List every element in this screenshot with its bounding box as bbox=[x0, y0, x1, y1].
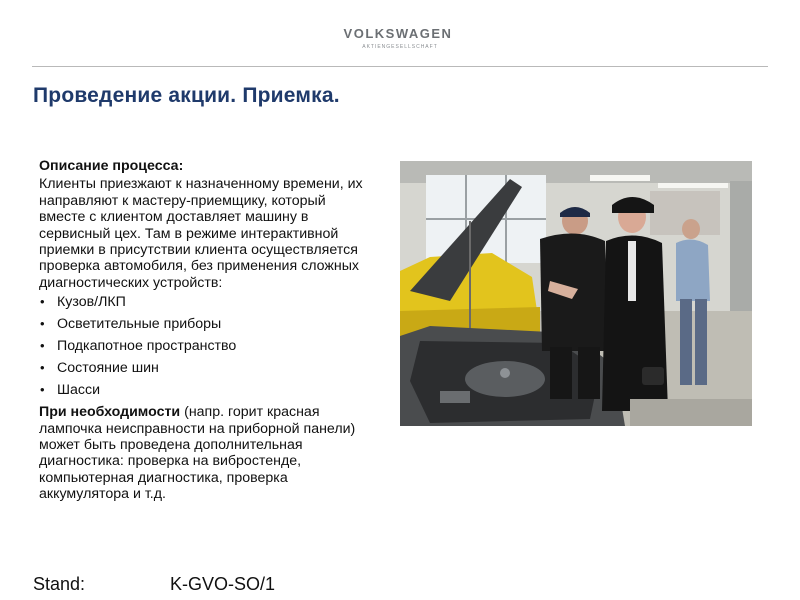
footer-code: K-GVO-SO/1 bbox=[170, 574, 276, 594]
inspection-item-body: • Кузов/ЛКП bbox=[39, 294, 367, 310]
inspection-item-chassis: • Шасси bbox=[39, 382, 367, 398]
note-text: (напр. горит красная лампочка неисправности на приборной панели) может быть проведена дополнительная диагностика: проверка на вибростенде, компьютерная диагностика, проверка аккумулятора и т.д. bbox=[39, 404, 356, 503]
footer-label: Stand: bbox=[33, 574, 86, 594]
note-lead: При необходимости bbox=[39, 404, 181, 421]
inspection-item-tires: • Состояние шин bbox=[39, 360, 367, 376]
brand-subtitle: AKTIENGESELLSCHAFT bbox=[362, 44, 438, 50]
description-intro: Клиенты приезжают к назначенному времени, их направляют к мастеру-приемщику, который вместе с клиентом доставляет машину в сервисный цех. Там в режиме интерактивной приемки в присутствии клиента осуществляется проверка автомобиля, без применения сложных диагностических устройств: bbox=[39, 176, 363, 291]
service-workshop-photo bbox=[400, 161, 752, 426]
inspection-item-lights: • Осветительные приборы bbox=[39, 316, 367, 332]
inspection-list bbox=[39, 294, 367, 398]
process-description bbox=[39, 158, 367, 503]
slide-title: Проведение акции. Приемка. bbox=[33, 84, 340, 107]
description-heading: Описание процесса: bbox=[39, 158, 184, 174]
inspection-item-engine-bay: • Подкапотное пространство bbox=[39, 338, 367, 354]
footer bbox=[33, 574, 276, 595]
brand-logo bbox=[0, 26, 800, 50]
brand-name: VOLKSWAGEN bbox=[343, 26, 453, 41]
additional-diagnostics-note bbox=[39, 404, 367, 502]
header-divider bbox=[32, 66, 768, 67]
